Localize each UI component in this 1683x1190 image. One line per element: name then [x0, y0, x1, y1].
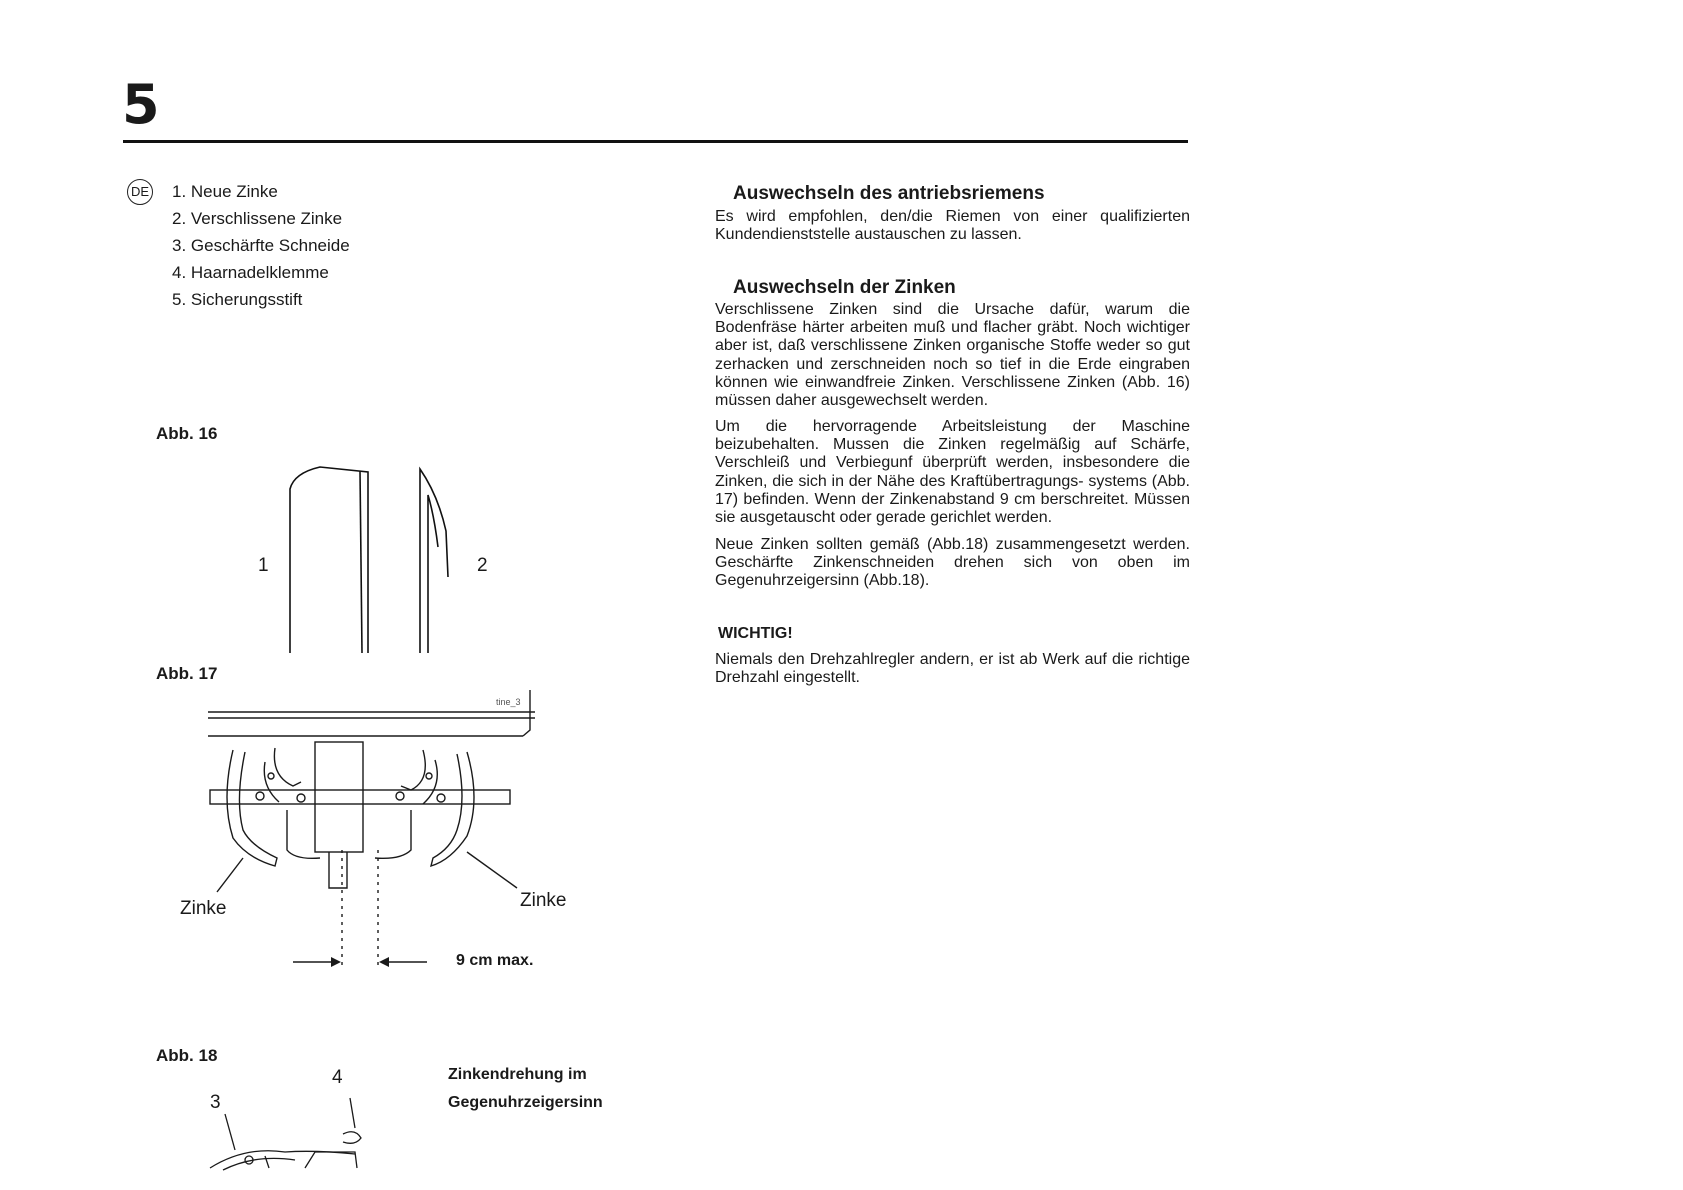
fig17-tine-left: Zinke: [180, 898, 227, 919]
legend-item: 1. Neue Zinke: [172, 182, 278, 201]
parts-legend: [172, 181, 350, 316]
fig18-callout-3: 3: [210, 1092, 221, 1113]
tines-paragraph-3: Neue Zinken sollten gemäß (Abb.18) zusammengesetzt werden. Geschärfte Zinkenschneiden drehen sich von oben im Gegenuhrzeigersinn (Abb.18).: [715, 536, 1190, 590]
tines-heading: Auswechseln der Zinken: [733, 277, 956, 298]
important-heading: WICHTIG!: [718, 625, 793, 642]
fig17-tine-right: Zinke: [520, 890, 567, 911]
fig18-callout-4: 4: [332, 1067, 343, 1088]
belt-paragraph: Es wird empfohlen, den/die Riemen von einer qualifizierten Kundendienststelle austauschen zu lassen.: [715, 208, 1190, 244]
fig18-caption-line2: Gegenuhrzeigersinn: [448, 1094, 603, 1111]
fig16-label: Abb. 16: [156, 424, 218, 443]
header-rule: [123, 140, 1188, 143]
legend-item: 3. Geschärfte Schneide: [172, 236, 350, 255]
fig17-distance-label: 9 cm max.: [456, 952, 534, 969]
belt-heading: Auswechseln des antriebsriemens: [733, 183, 1045, 204]
fig18-caption: [448, 1061, 603, 1117]
legend-item: 2. Verschlissene Zinke: [172, 209, 343, 228]
fig18-assembly-drawing: [205, 1090, 365, 1170]
fig18-label: Abb. 18: [156, 1046, 218, 1065]
fig17-ref-tag: tine_3: [496, 697, 521, 707]
tines-paragraph-1: Verschlissene Zinken sind die Ursache dafür, warum die Bodenfräse härter arbeiten muß und flacher gräbt. Noch wichtiger aber ist, daß verschlissene Zinken organische Stoffe weder so gut zerhacken und zerschneiden noch so tief in die Erde eingraben können wie einwandfreie Zinken. Verschlissene Zinken (Abb. 16) müssen daher ausgewechselt werden.: [715, 301, 1190, 410]
tines-paragraph-2: Um die hervorragende Arbeitsleistung der Maschine beizubehalten. Mussen die Zinken regelmäßig auf Schärfe, Verschleiß und Verbiegunf überprüft werden, insbesondere die Zinken, die sich in der Nähe des Kraftübertragungs- systems (Abb. 17) befinden. Wenn der Zinkenabstand 9 cm berschreitet. Müssen sie ausgetauscht oder gerade gerichlet werden.: [715, 418, 1190, 527]
language-badge: DE: [127, 179, 153, 205]
fig16-tine-drawing: [280, 455, 480, 655]
fig16-callout-2: 2: [477, 555, 488, 576]
fig17-tiller-drawing: [205, 690, 565, 980]
important-paragraph: Niemals den Drehzahlregler andern, er ist ab Werk auf die richtige Drehzahl eingestellt.: [715, 651, 1190, 687]
chapter-number: 5: [122, 73, 160, 136]
fig18-caption-line1: Zinkendrehung im: [448, 1066, 587, 1083]
legend-item: 4. Haarnadelklemme: [172, 263, 329, 282]
legend-item: 5. Sicherungsstift: [172, 290, 303, 309]
fig16-callout-1: 1: [258, 555, 269, 576]
fig17-label: Abb. 17: [156, 664, 218, 683]
